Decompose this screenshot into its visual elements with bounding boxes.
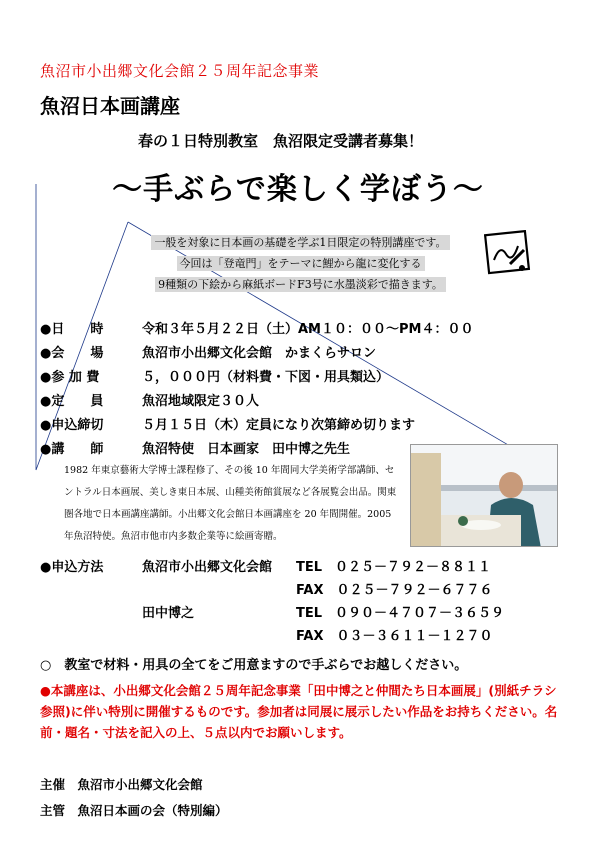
page-title: 魚沼日本画講座	[40, 94, 180, 118]
event-subtitle: 魚沼市小出郷文化会館２５周年記念事業	[40, 62, 320, 80]
apply-row-person-tel	[40, 602, 560, 625]
info-row-deadline: ●申込締切 ５月１５日（木）定員になり次第締め切ります	[40, 418, 416, 433]
intro-line: 一般を対象に日本画の基礎を学ぶ1日限定の特別講座です。	[128, 232, 473, 253]
info-row-venue: ●会 場 魚沼市小出郷文化会館 かまくらサロン	[40, 346, 377, 361]
footer-manager: 主管 魚沼日本画の会（特別編）	[40, 803, 228, 818]
info-row-date: ●日 時 令和３年５月２２日（土）AM１０：００～PM４：００	[40, 322, 474, 337]
ribbon-text: 春の１日特別教室 魚沼限定受講者募集！	[138, 132, 424, 150]
instructor-photo	[410, 444, 558, 547]
brush-logo-icon	[484, 230, 532, 276]
intro-line: 今回は「登竜門」をテーマに鯉から龍に変化する	[128, 253, 473, 274]
apply-org-fax: FAX ０２５－７９２－６７７６	[296, 583, 493, 598]
apply-person-tel: TEL ０９０－４７０７－３６５９	[296, 606, 505, 621]
special-notice: ●本講座は、小出郷文化会館２５周年記念事業「田中博之と仲間たち日本画展」(別紙チラシ参照)に伴い特別に開催するものです。参加者は同展に展示したい作品をお持ちください。名前・題名・寸法を記入の上、５点以内でお願いします。	[40, 683, 558, 740]
headline: ～手ぶらで楽しく学ぼう～	[112, 172, 484, 207]
apply-row-org-tel	[40, 556, 560, 579]
apply-row-org-fax	[40, 579, 560, 602]
intro-line: 9種類の下絵から麻紙ボードF3号に水墨淡彩で描きます。	[128, 274, 473, 295]
apply-org-tel: TEL ０２５－７９２－８８１１	[296, 560, 492, 575]
apply-person: 田中博之	[142, 606, 195, 621]
apply-row-person-fax	[40, 625, 560, 648]
info-row-instructor: ●講 師 魚沼特使 日本画家 田中博之先生	[40, 442, 351, 457]
instructor-bio: 1982 年東京藝術大学博士課程修了、その後 10 年間同大学美術学部講師、セントラル日本画展、美しき東日本展、山種美術館賞展など各展覧会出品。関東圏各地で日本画講座講師。小出郷文化会館日本画講座を 20 年間開催。2005 年魚沼特使。魚沼市他市内多数企業等に絵画寄贈。	[64, 465, 397, 542]
footer-host: 主催 魚沼市小出郷文化会館	[40, 777, 203, 792]
application-section	[40, 556, 560, 648]
event-info-list	[40, 318, 560, 462]
info-row-capacity: ●定 員 魚沼地域限定３０人	[40, 394, 260, 409]
apply-person-fax: FAX ０３－３６１１－１２７０	[296, 629, 493, 644]
footer	[40, 772, 228, 824]
bring-nothing-note: ○ 教室で材料・用具の全てをご用意ますので手ぶらでお越しください。	[40, 658, 468, 673]
apply-org: 魚沼市小出郷文化会館	[142, 560, 273, 575]
apply-label: ●申込方法	[40, 560, 104, 575]
intro-text	[128, 232, 473, 295]
info-row-fee: ●参 加 費 ５，０００円（材料費・下図・用具類込）	[40, 370, 390, 385]
